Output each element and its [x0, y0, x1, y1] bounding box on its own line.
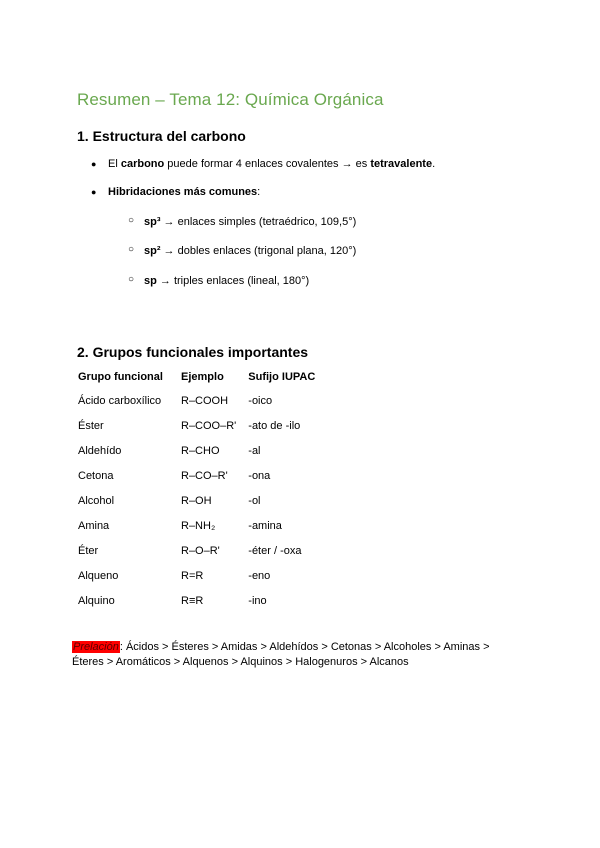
bullet-carbono: [91, 157, 436, 171]
column-header: Ejemplo: [181, 371, 224, 383]
table-cell: R–O–R': [181, 544, 220, 557]
table-row: [72, 488, 321, 513]
table-cell: Alquino: [78, 594, 115, 607]
section-heading-grupos: 2. Grupos funcionales importantes: [77, 344, 309, 360]
table-cell: -ona: [248, 469, 271, 482]
sub-bullet-text: → enlaces simples (tetraédrico, 109,5°): [160, 216, 357, 228]
table-row: [72, 413, 321, 438]
bullet-text: El: [108, 158, 121, 170]
table-cell: Cetona: [78, 469, 114, 482]
table-cell: -eno: [248, 569, 271, 582]
table-header-row: [72, 366, 321, 388]
table-cell: R–CHO: [181, 444, 220, 457]
bold-tetravalente: tetravalente: [370, 158, 433, 170]
table-cell: Éter: [78, 544, 99, 557]
table-cell: Ácido carboxílico: [78, 394, 162, 407]
table-cell: Alqueno: [78, 569, 119, 582]
table-cell: R≡R: [181, 594, 204, 607]
bullet-dot: ●: [91, 187, 97, 197]
table-cell: R–COO–R': [181, 419, 237, 432]
table-cell: -ino: [248, 594, 267, 607]
prelacion-highlight: Prelación: [73, 641, 119, 653]
circle-bullet-icon: ○: [128, 274, 135, 285]
table-cell: -oico: [248, 394, 273, 407]
bullet-hibridaciones: [91, 185, 261, 199]
bullet-dot: ●: [91, 159, 97, 169]
bold-sp: sp: [144, 275, 157, 287]
sub-bullet-text: → dobles enlaces (trigonal plana, 120°): [160, 245, 357, 257]
circle-bullet-icon: ○: [128, 215, 135, 226]
bullet-text: :: [257, 186, 261, 198]
table-cell: R–OH: [181, 494, 212, 507]
circle-bullet-icon: ○: [128, 244, 135, 255]
table-row: [72, 438, 321, 463]
table-cell: Aldehído: [78, 444, 122, 457]
bullet-text: puede formar 4 enlaces covalentes → es: [164, 158, 371, 170]
page-title: Resumen – Tema 12: Química Orgánica: [77, 90, 384, 109]
bullet-text: .: [432, 158, 436, 170]
sub-bullet-sp2: [128, 244, 357, 258]
table-cell: R–COOH: [181, 394, 229, 407]
column-header: Sufijo IUPAC: [248, 371, 316, 383]
table-cell: R–CO–R': [181, 469, 228, 482]
table-cell: R–NH₂: [181, 519, 216, 532]
sub-bullet-sp3: [128, 215, 357, 229]
table-row: [72, 538, 321, 563]
table-row: [72, 513, 321, 538]
prelacion-paragraph: [72, 640, 512, 670]
bold-carbono: carbono: [120, 158, 165, 170]
bold-sp2: sp²: [144, 245, 161, 257]
table-row: [72, 388, 321, 413]
section-heading-estructura: 1. Estructura del carbono: [77, 128, 246, 144]
table-row: [72, 463, 321, 488]
table-cell: -ol: [248, 494, 261, 507]
table-row: [72, 563, 321, 588]
table-cell: -ato de -ilo: [248, 419, 301, 432]
table-row: [72, 588, 321, 613]
column-header: Grupo funcional: [78, 371, 163, 383]
table-cell: -éter / -oxa: [248, 544, 302, 557]
table-cell: Amina: [78, 519, 110, 532]
table-cell: R=R: [181, 569, 204, 582]
table-cell: -al: [248, 444, 261, 457]
sub-bullet-text: → triples enlaces (lineal, 180°): [156, 275, 310, 287]
sub-bullet-sp: [128, 274, 310, 288]
table-cell: -amina: [248, 519, 282, 532]
functional-groups-table: [72, 366, 321, 613]
table-cell: Éster: [78, 419, 104, 432]
bold-sp3: sp³: [144, 216, 161, 228]
table-cell: Alcohol: [78, 494, 115, 507]
prelacion-text: : Ácidos > Ésteres > Amidas > Aldehídos > Cetonas > Alcoholes > Aminas > Éteres > Aromáticos > Alquenos > Alquinos > Halogenuros > Alcanos: [72, 641, 490, 668]
bold-hibridaciones: Hibridaciones más comunes: [108, 186, 258, 198]
